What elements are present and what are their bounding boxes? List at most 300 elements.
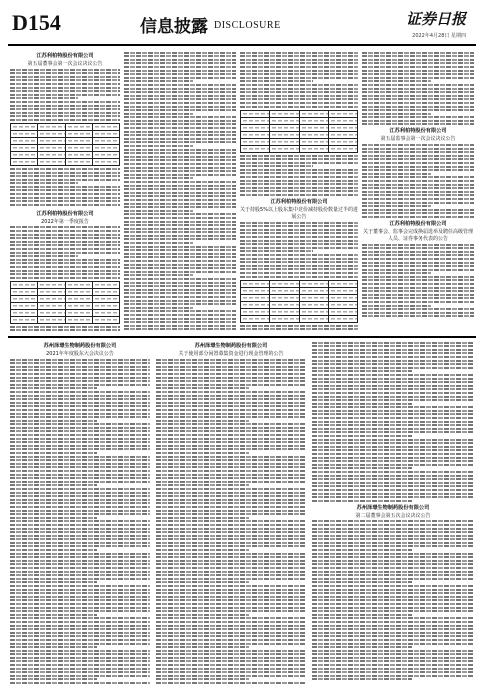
text-line — [156, 409, 306, 411]
text-line — [362, 315, 474, 317]
text-line — [10, 635, 150, 637]
table-cell — [300, 295, 329, 302]
text-line — [312, 571, 474, 573]
text-line — [124, 88, 236, 90]
text-line — [312, 496, 474, 498]
table-cell — [66, 282, 93, 289]
text-line — [240, 272, 358, 274]
text-line — [312, 520, 474, 522]
text-line — [312, 603, 474, 605]
table-cell — [329, 295, 358, 302]
table-cell — [93, 124, 120, 131]
text-line — [10, 427, 150, 429]
text-line — [10, 607, 150, 609]
text-line — [10, 366, 150, 368]
table-cell — [38, 282, 65, 289]
text-line — [10, 252, 120, 254]
table-cell — [300, 125, 329, 132]
article-title: 关于持股5%以上股东集中竞价减持股份数量过半的进展公告 — [240, 207, 358, 221]
article-body — [10, 69, 120, 206]
text-line — [312, 617, 474, 619]
text-line — [156, 366, 306, 368]
text-line — [312, 475, 474, 477]
text-line — [10, 226, 120, 228]
text-line — [156, 506, 306, 508]
article-company: 江苏利柏特股份有限公司 — [36, 53, 94, 59]
text-line — [156, 423, 306, 425]
text-line — [156, 502, 306, 504]
text-line — [362, 305, 431, 307]
table-cell — [11, 296, 38, 303]
text-line — [156, 470, 306, 472]
text-line — [312, 646, 412, 648]
text-line — [10, 79, 120, 81]
text-line — [124, 181, 236, 183]
table-cell — [11, 152, 38, 159]
text-line — [10, 362, 150, 364]
text-line — [312, 621, 474, 623]
text-line — [156, 369, 306, 371]
text-line — [362, 158, 474, 160]
text-line — [10, 380, 150, 382]
table-cell — [241, 139, 270, 146]
text-line — [10, 230, 120, 232]
text-line — [362, 106, 474, 108]
table-cell — [329, 281, 358, 288]
table-cell — [11, 124, 38, 131]
text-line — [312, 385, 474, 387]
text-line — [156, 567, 306, 569]
text-line — [10, 506, 150, 508]
table-cell — [38, 145, 65, 152]
text-line — [10, 94, 120, 96]
data-table — [240, 110, 358, 153]
column-2 — [124, 50, 236, 332]
text-line — [156, 510, 306, 512]
text-line — [362, 123, 474, 125]
text-line — [10, 499, 150, 501]
text-line — [362, 162, 474, 164]
text-line — [240, 66, 358, 68]
text-line — [10, 452, 97, 454]
text-line — [362, 55, 474, 57]
text-line — [362, 116, 474, 118]
text-line — [312, 478, 474, 480]
text-line — [124, 116, 236, 118]
article-body — [10, 226, 120, 332]
text-line — [124, 310, 236, 312]
text-line — [362, 265, 474, 267]
article-title: 2022年第一季度报告 — [41, 218, 89, 225]
text-line — [10, 416, 150, 418]
text-line — [312, 500, 412, 502]
table-cell — [38, 131, 65, 138]
table-cell — [93, 138, 120, 145]
text-line — [156, 585, 306, 587]
text-line — [240, 225, 358, 227]
text-line — [10, 571, 150, 573]
text-line — [240, 165, 313, 167]
text-line — [312, 607, 474, 609]
text-line — [156, 632, 306, 634]
table-cell — [270, 295, 299, 302]
text-line — [312, 574, 474, 576]
text-line — [124, 278, 236, 280]
text-line — [124, 98, 236, 100]
text-line — [312, 650, 474, 652]
text-line — [10, 423, 150, 425]
text-line — [124, 296, 236, 298]
text-line — [362, 120, 474, 122]
text-line — [10, 384, 150, 386]
table-cell — [241, 146, 270, 153]
table-cell — [329, 288, 358, 295]
text-line — [10, 650, 150, 652]
text-line — [124, 328, 236, 330]
text-line — [10, 470, 150, 472]
text-line — [10, 632, 150, 634]
text-line — [156, 438, 306, 440]
text-line — [156, 448, 306, 450]
text-line — [156, 466, 306, 468]
text-line — [240, 59, 358, 61]
text-line — [362, 308, 474, 310]
text-line — [362, 251, 474, 253]
text-line — [156, 542, 306, 544]
text-line — [10, 112, 120, 114]
text-line — [124, 224, 236, 226]
text-line — [124, 260, 236, 262]
text-line — [10, 326, 120, 328]
table-cell — [270, 309, 299, 316]
table-cell — [300, 281, 329, 288]
text-line — [156, 517, 249, 519]
text-line — [156, 660, 306, 662]
text-line — [10, 456, 150, 458]
text-line — [240, 276, 358, 278]
article-body — [312, 520, 474, 680]
text-line — [312, 589, 474, 591]
text-line — [156, 384, 306, 386]
text-line — [312, 374, 474, 376]
text-line — [240, 236, 358, 238]
text-line — [312, 345, 474, 347]
text-line — [362, 279, 474, 281]
text-line — [312, 471, 474, 473]
text-line — [10, 391, 150, 393]
text-line — [156, 556, 306, 558]
text-line — [312, 538, 474, 540]
table-cell — [66, 145, 93, 152]
text-line — [362, 297, 474, 299]
text-line — [156, 571, 306, 573]
text-line — [124, 145, 193, 147]
text-line — [156, 650, 306, 652]
text-line — [124, 188, 236, 190]
text-line — [362, 84, 474, 86]
text-line — [156, 402, 306, 404]
text-line — [362, 113, 431, 115]
text-line — [240, 80, 313, 82]
text-line — [10, 97, 78, 99]
text-line — [10, 617, 150, 619]
text-line — [240, 162, 358, 164]
text-line — [10, 578, 150, 580]
text-line — [10, 270, 120, 272]
text-line — [156, 664, 306, 666]
text-line — [10, 664, 150, 666]
text-line — [124, 163, 236, 165]
text-line — [362, 88, 474, 90]
text-line — [240, 172, 358, 174]
table-cell — [270, 316, 299, 323]
text-line — [362, 169, 474, 171]
table-cell — [93, 152, 120, 159]
text-line — [362, 66, 474, 68]
article-body — [240, 52, 358, 196]
text-line — [156, 628, 306, 630]
text-line — [240, 88, 358, 90]
article-company: 江苏利柏特股份有限公司 — [36, 210, 94, 217]
text-line — [124, 192, 236, 194]
table-cell — [38, 289, 65, 296]
text-line — [312, 635, 474, 637]
text-line — [312, 643, 474, 645]
table-cell — [38, 152, 65, 159]
text-line — [156, 528, 306, 530]
text-line — [10, 277, 120, 279]
text-line — [312, 535, 474, 537]
text-line — [124, 177, 193, 179]
header-rule — [8, 44, 476, 46]
text-line — [10, 524, 150, 526]
text-line — [312, 363, 474, 365]
table-cell — [329, 309, 358, 316]
text-line — [124, 325, 236, 327]
text-line — [362, 109, 474, 111]
text-line — [312, 678, 412, 680]
text-line — [124, 59, 236, 61]
text-line — [124, 235, 236, 237]
text-line — [312, 399, 474, 401]
text-line — [10, 445, 150, 447]
text-line — [10, 531, 150, 533]
text-line — [362, 205, 431, 207]
text-line — [156, 391, 306, 393]
text-line — [10, 168, 120, 170]
text-line — [312, 542, 474, 544]
text-line — [10, 204, 120, 206]
text-line — [156, 625, 306, 627]
table-cell — [11, 138, 38, 145]
text-line — [124, 210, 193, 212]
text-line — [362, 294, 474, 296]
text-line — [156, 413, 306, 415]
text-line — [156, 581, 249, 583]
text-line — [124, 174, 236, 176]
text-line — [10, 434, 150, 436]
text-line — [10, 182, 78, 184]
text-line — [10, 69, 120, 71]
table-cell — [38, 296, 65, 303]
bottom-column-2 — [156, 340, 306, 692]
table-cell — [300, 288, 329, 295]
text-line — [156, 488, 306, 490]
text-line — [240, 261, 358, 263]
text-line — [10, 495, 150, 497]
text-line — [362, 187, 474, 189]
text-line — [10, 398, 150, 400]
text-line — [124, 91, 236, 93]
text-line — [156, 420, 249, 422]
text-line — [10, 172, 120, 174]
text-line — [312, 356, 474, 358]
text-line — [124, 267, 236, 269]
text-line — [362, 166, 474, 168]
text-line — [10, 189, 120, 191]
article-body — [124, 52, 236, 331]
text-line — [312, 367, 474, 369]
text-line — [124, 238, 236, 240]
masthead — [8, 4, 476, 44]
text-line — [124, 123, 236, 125]
text-line — [124, 55, 236, 57]
text-line — [362, 151, 474, 153]
article-company: 苏州泽璟生物制药股份有限公司 — [43, 343, 117, 349]
text-line — [156, 398, 306, 400]
text-line — [10, 329, 120, 331]
text-line — [124, 285, 236, 287]
text-line — [156, 607, 306, 609]
table-cell — [300, 316, 329, 323]
table-cell — [270, 281, 299, 288]
text-line — [10, 502, 150, 504]
text-line — [10, 105, 120, 107]
text-line — [10, 628, 150, 630]
text-line — [156, 668, 306, 670]
article-title: 第二届董事会第五次会议决议公告 — [355, 512, 431, 519]
article-title: 第五届董事会第一次会议决议公告 — [27, 61, 103, 67]
table-cell — [270, 111, 299, 118]
text-line — [240, 84, 358, 86]
text-line — [124, 213, 236, 215]
article-company: 江苏利柏特股份有限公司 — [270, 199, 328, 206]
text-line — [362, 176, 474, 178]
text-line — [312, 449, 474, 451]
text-line — [10, 657, 150, 659]
text-line — [362, 301, 474, 303]
article-body — [10, 359, 150, 684]
table-cell — [11, 159, 38, 166]
text-line — [124, 120, 236, 122]
text-line — [240, 194, 358, 196]
text-line — [156, 610, 306, 612]
text-line — [10, 556, 150, 558]
text-line — [156, 563, 306, 565]
text-line — [156, 596, 306, 598]
text-line — [362, 91, 474, 93]
data-table — [10, 281, 120, 324]
table-cell — [270, 288, 299, 295]
table-cell — [66, 296, 93, 303]
text-line — [10, 484, 97, 486]
text-line — [156, 643, 306, 645]
table-cell — [241, 111, 270, 118]
table-cell — [300, 309, 329, 316]
text-line — [10, 259, 120, 261]
article-title: 2021年年度股东大会决议公告 — [46, 351, 114, 357]
text-line — [10, 621, 150, 623]
text-line — [10, 234, 120, 236]
text-line — [156, 395, 306, 397]
text-line — [362, 198, 474, 200]
text-line — [124, 195, 236, 197]
text-line — [156, 452, 249, 454]
table-cell — [270, 146, 299, 153]
text-line — [240, 102, 358, 104]
text-line — [312, 585, 474, 587]
article-body — [362, 52, 474, 126]
text-line — [10, 560, 150, 562]
text-line — [362, 52, 474, 54]
table-cell — [270, 139, 299, 146]
text-line — [10, 241, 120, 243]
text-line — [362, 95, 474, 97]
table-cell — [300, 302, 329, 309]
table-cell — [11, 317, 38, 324]
text-line — [312, 610, 474, 612]
text-line — [156, 545, 306, 547]
text-line — [362, 191, 474, 193]
table-cell — [300, 146, 329, 153]
table-cell — [93, 317, 120, 324]
table-cell — [66, 138, 93, 145]
text-line — [156, 359, 306, 361]
text-line — [10, 477, 150, 479]
text-line — [240, 240, 358, 242]
text-line — [156, 405, 306, 407]
text-line — [10, 76, 120, 78]
text-line — [10, 377, 150, 379]
text-line — [156, 678, 249, 680]
table-cell — [93, 289, 120, 296]
table-cell — [66, 317, 93, 324]
text-line — [312, 668, 474, 670]
text-line — [10, 574, 150, 576]
text-line — [10, 90, 120, 92]
text-line — [10, 179, 120, 181]
text-line — [240, 91, 358, 93]
text-line — [240, 95, 358, 97]
table-cell — [300, 139, 329, 146]
text-line — [10, 101, 120, 103]
text-line — [240, 258, 358, 260]
text-line — [240, 247, 358, 249]
text-line — [10, 405, 150, 407]
table-cell — [300, 111, 329, 118]
text-line — [124, 66, 236, 68]
text-line — [240, 70, 358, 72]
text-line — [156, 675, 306, 677]
text-line — [156, 592, 306, 594]
column-1 — [10, 50, 120, 332]
table-cell — [93, 296, 120, 303]
text-line — [10, 510, 150, 512]
text-line — [362, 70, 474, 72]
text-line — [156, 481, 306, 483]
text-line — [124, 203, 236, 205]
text-line — [156, 373, 306, 375]
